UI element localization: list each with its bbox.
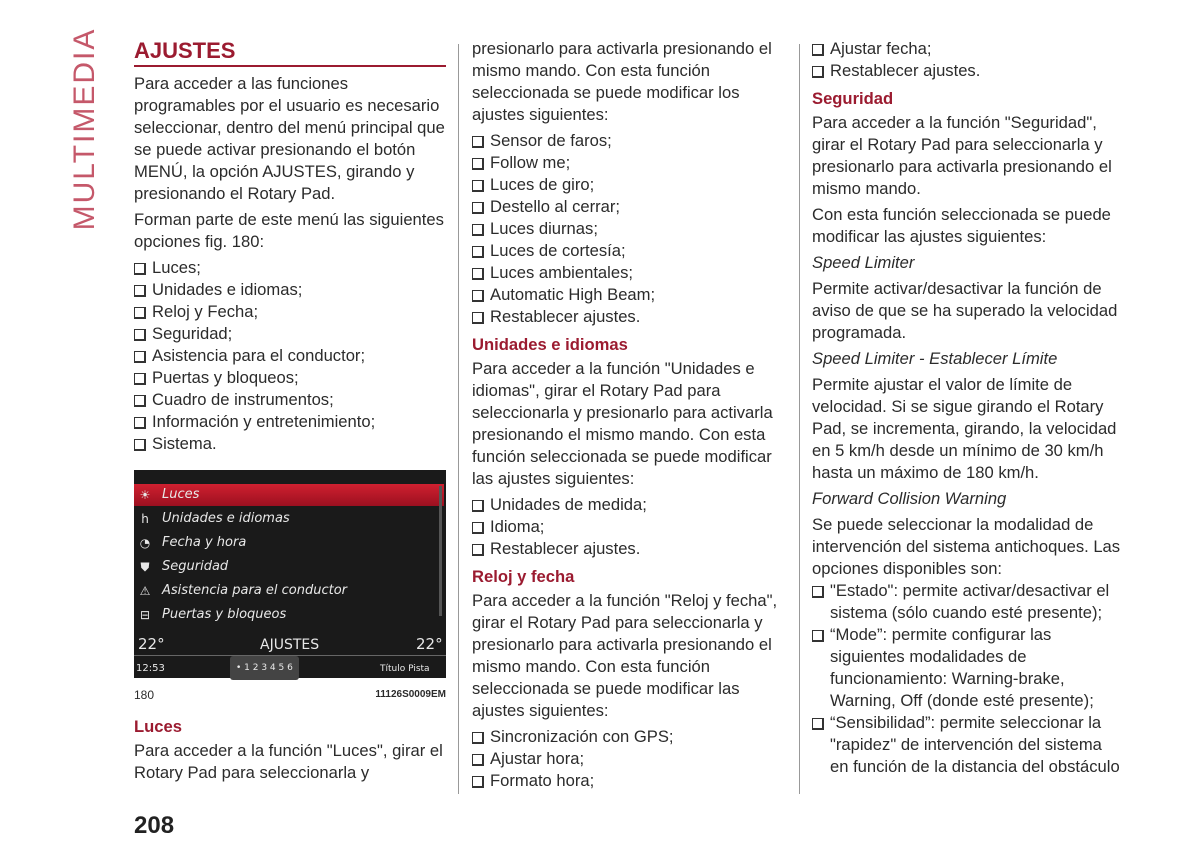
luces-options-list <box>472 130 784 328</box>
menu-item-seguridad: ⛊ Seguridad <box>134 556 228 578</box>
figure-caption <box>134 684 446 706</box>
list-item: Destello al cerrar; <box>472 196 784 218</box>
fcw-paragraph: Se puede seleccionar la modalidad de intervención del sistema antichoques. Las opciones disponibles son: <box>812 515 1121 578</box>
list-item: Luces de giro; <box>472 174 784 196</box>
checkbox-icon <box>134 373 146 385</box>
list-item: Formato hora; <box>472 770 784 792</box>
list-item: Información y entretenimiento; <box>134 411 446 433</box>
menu-item-puertas: ⊟ Puertas y bloqueos <box>134 604 286 626</box>
list-item: Seguridad; <box>134 323 446 345</box>
menu-item-luces: ☀ Luces <box>134 484 444 506</box>
door-icon: ⊟ <box>139 608 151 622</box>
column-2 <box>472 38 784 792</box>
menu-item-asistencia: ⚠ Asistencia para el conductor <box>134 580 347 602</box>
section-heading-unidades: Unidades e idiomas <box>472 335 628 354</box>
fcw-options-list <box>812 580 1124 778</box>
checkbox-icon <box>134 285 146 297</box>
speed-limit-set-paragraph: Permite ajustar el valor de límite de velocidad. Si se sigue girando el Rotary Pad, se incrementa, girando, la velocidad en 5 km/h desde un mínimo de 30 km/h hasta un máximo de 180 km/h. <box>812 375 1117 482</box>
light-icon: ☀ <box>139 488 151 502</box>
list-item: Luces; <box>134 257 446 279</box>
column-divider <box>458 44 459 794</box>
intro-paragraph: Para acceder a las funciones programables por el usuario es necesario seleccionar, dentro del menú principal que se puede activar presionando el botón MENÚ, la opción AJUSTES, girando y presionando el Rotary Pad. <box>134 74 445 203</box>
checkbox-icon <box>134 439 146 451</box>
menu-item-fecha: ◔ Fecha y hora <box>134 532 246 554</box>
list-item: Ajustar fecha; <box>812 38 1124 60</box>
list-item: Automatic High Beam; <box>472 284 784 306</box>
list-item: Asistencia para el conductor; <box>134 345 446 367</box>
figure-code: 11126S0009EM <box>375 689 446 700</box>
list-item: Follow me; <box>472 152 784 174</box>
section-sidebar <box>66 27 104 231</box>
screen-track: Título Pista <box>380 664 430 674</box>
list-item: Sistema. <box>134 433 446 455</box>
warning-icon: ⚠ <box>139 584 151 598</box>
list-item: Puertas y bloqueos; <box>134 367 446 389</box>
section-heading-luces: Luces <box>134 717 182 736</box>
list-item: Unidades de medida; <box>472 494 784 516</box>
checkbox-icon <box>472 202 484 214</box>
checkbox-icon <box>134 351 146 363</box>
checkbox-icon <box>134 307 146 319</box>
checkbox-icon <box>812 630 824 642</box>
subheading-speed-limiter: Speed Limiter <box>812 253 915 272</box>
unidades-paragraph: Para acceder a la función "Unidades e idiomas", girar el Rotary Pad para seleccionarla y presionarlo para activarla presionando el mismo mando. Con esta función seleccionada se puede modificar las ajustes siguientes: <box>472 359 773 488</box>
list-item: Restablecer ajustes. <box>472 538 784 560</box>
speed-limiter-paragraph: Permite activar/desactivar la función de aviso de que se ha superado la velocidad programada. <box>812 279 1118 342</box>
column-3 <box>812 38 1124 778</box>
checkbox-icon <box>472 268 484 280</box>
checkbox-icon <box>812 718 824 730</box>
subheading-fcw: Forward Collision Warning <box>812 489 1007 508</box>
checkbox-icon <box>472 246 484 258</box>
screen-scrollbar <box>439 486 442 616</box>
section-heading-reloj: Reloj y fecha <box>472 567 575 586</box>
column-divider <box>799 44 800 794</box>
checkbox-icon <box>472 136 484 148</box>
luces-continued: presionarlo para activarla presionando el mismo mando. Con esta función seleccionada se puede modificar los ajustes siguientes: <box>472 39 772 124</box>
page-title: AJUSTES <box>134 38 236 63</box>
checkbox-icon <box>472 732 484 744</box>
clock-icon: ◔ <box>139 536 151 550</box>
list-item: "Estado": permite activar/desactivar el sistema (sólo cuando esté presente); <box>812 580 1124 624</box>
menu-item-unidades: h Unidades e idiomas <box>134 508 290 530</box>
reloj-paragraph: Para acceder a la función "Reloj y fecha", girar el Rotary Pad para seleccionarla y presionarlo para activarla presionando el mismo mando. Con esta función seleccionada se puede modificar las ajustes siguientes: <box>472 591 778 720</box>
list-item: Reloj y Fecha; <box>134 301 446 323</box>
language-icon: h <box>141 512 149 526</box>
subheading-speed-limit-set: Speed Limiter - Establecer Límite <box>812 349 1058 368</box>
seguridad-paragraph: Para acceder a la función "Seguridad", girar el Rotary Pad para seleccionarla y presionarlo para activarla presionando el mismo mando. <box>812 113 1112 198</box>
checkbox-icon <box>134 395 146 407</box>
checkbox-icon <box>812 586 824 598</box>
column-1 <box>134 38 446 788</box>
title-rule <box>134 65 446 67</box>
checkbox-icon <box>472 544 484 556</box>
screen-temp-left: 22° <box>138 635 165 653</box>
reloj-options-continued <box>812 38 1124 82</box>
screen-title: AJUSTES <box>260 637 320 653</box>
checkbox-icon <box>472 158 484 170</box>
options-list <box>134 257 446 455</box>
page-number: 208 <box>134 812 175 839</box>
list-item: Idioma; <box>472 516 784 538</box>
figure-number: 180 <box>134 688 155 702</box>
screen-time: 12:53 <box>136 663 165 674</box>
checkbox-icon <box>812 66 824 78</box>
checkbox-icon <box>472 522 484 534</box>
list-item: “Mode”: permite configurar las siguientes modalidades de funcionamiento: Warning-brake, Warning, Off (donde esté presente); <box>812 624 1124 712</box>
reloj-options-list <box>472 726 784 792</box>
section-heading-seguridad: Seguridad <box>812 89 894 108</box>
luces-paragraph: Para acceder a la función "Luces", girar el Rotary Pad para seleccionarla y <box>134 741 443 782</box>
checkbox-icon <box>472 290 484 302</box>
seguridad-paragraph-2: Con esta función seleccionada se puede modificar las ajustes siguientes: <box>812 205 1111 246</box>
section-label: MULTIMEDIA <box>68 27 101 231</box>
list-item: Luces diurnas; <box>472 218 784 240</box>
settings-screen-figure <box>134 470 446 678</box>
checkbox-icon <box>134 329 146 341</box>
list-item: Sincronización con GPS; <box>472 726 784 748</box>
shield-icon: ⛊ <box>140 560 150 574</box>
unidades-options-list <box>472 494 784 560</box>
list-item: Unidades e idiomas; <box>134 279 446 301</box>
checkbox-icon <box>472 312 484 324</box>
screen-page-indicator: • 1 2 3 4 5 6 <box>230 656 299 680</box>
list-item: Cuadro de instrumentos; <box>134 389 446 411</box>
checkbox-icon <box>472 500 484 512</box>
checkbox-icon <box>472 754 484 766</box>
checkbox-icon <box>472 180 484 192</box>
list-item: Restablecer ajustes. <box>472 306 784 328</box>
list-item: Luces de cortesía; <box>472 240 784 262</box>
list-item: Ajustar hora; <box>472 748 784 770</box>
list-item: Luces ambientales; <box>472 262 784 284</box>
checkbox-icon <box>134 417 146 429</box>
list-item: Restablecer ajustes. <box>812 60 1124 82</box>
list-item: “Sensibilidad”: permite seleccionar la "rapidez" de intervención del sistema en función de la distancia del obstáculo <box>812 712 1124 778</box>
list-item: Sensor de faros; <box>472 130 784 152</box>
screen-temp-right: 22° <box>416 635 443 653</box>
checkbox-icon <box>472 224 484 236</box>
intro-paragraph-2: Forman parte de este menú las siguientes opciones fig. 180: <box>134 210 444 251</box>
checkbox-icon <box>134 263 146 275</box>
checkbox-icon <box>472 776 484 788</box>
checkbox-icon <box>812 44 824 56</box>
